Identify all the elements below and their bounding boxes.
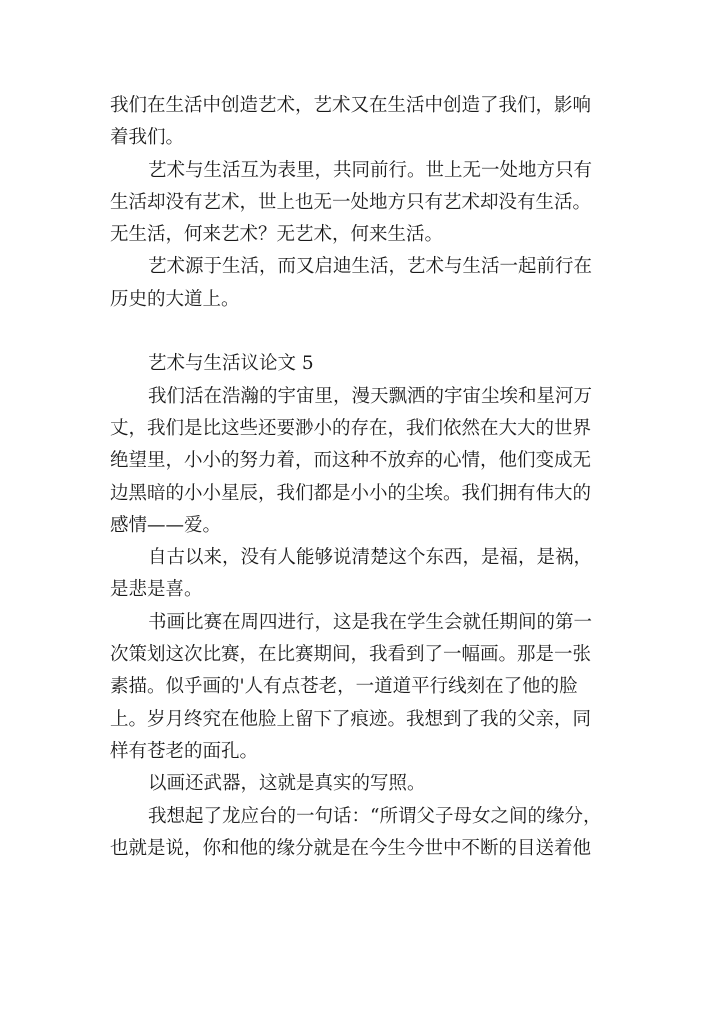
text-line: 着我们。 bbox=[110, 127, 185, 149]
text-line: 我们在生活中创造艺术，艺术又在生活中创造了我们，影响 bbox=[110, 95, 592, 116]
text-line: 边黑暗的小小星辰，我们都是小小的尘埃。我们拥有伟大的 bbox=[110, 482, 592, 504]
text-line: 感情——爱。 bbox=[110, 514, 222, 536]
text-line: 艺术与生活互为表里，共同前行。世上无一处地方只有 bbox=[148, 159, 593, 181]
text-line: 历史的大道上。 bbox=[110, 288, 240, 310]
text-line: 样有苍老的面孔。 bbox=[110, 740, 259, 762]
paragraph-gap bbox=[110, 316, 630, 348]
text-line: 次策划这次比赛，在比赛期间，我看到了一幅画。那是一张 bbox=[110, 644, 592, 666]
text-line: 书画比赛在周四进行，这是我在学生会就任期间的第一 bbox=[148, 611, 593, 633]
text-line: 以画还武器，这就是真实的写照。 bbox=[148, 773, 426, 795]
text-line: 生活却没有艺术，世上也无一处地方只有艺术却没有生活。 bbox=[110, 191, 592, 213]
text-line: 绝望里，小小的努力着，而这种不放弃的心情，他们变成无 bbox=[110, 450, 592, 472]
text-line: 艺术源于生活，而又启迪生活，艺术与生活一起前行在 bbox=[148, 256, 593, 278]
text-line: 也就是说，你和他的缘分就是在今生今世中不断的目送着他 bbox=[110, 837, 592, 859]
text-line: 是悲是喜。 bbox=[110, 579, 203, 601]
text-line: 我想起了龙应台的一句话：“所谓父子母女之间的缘分， bbox=[148, 805, 602, 827]
document-body bbox=[110, 90, 630, 865]
text-line: 我们活在浩瀚的宇宙里，漫天飘洒的宇宙尘埃和星河万 bbox=[148, 385, 593, 407]
text-line: 自古以来，没有人能够说清楚这个东西，是福，是祸， bbox=[148, 547, 593, 569]
text-line: 丈，我们是比这些还要渺小的存在，我们依然在大大的世界 bbox=[110, 417, 592, 439]
text-line: 上。岁月终究在他脸上留下了痕迹。我想到了我的父亲，同 bbox=[110, 708, 592, 730]
text-line: 无生活，何来艺术？无艺术，何来生活。 bbox=[110, 224, 444, 246]
section-heading: 艺术与生活议论文 5 bbox=[148, 353, 314, 375]
text-line: 素描。似乎画的'人有点苍老，一道道平行线刻在了他的脸 bbox=[110, 676, 578, 698]
